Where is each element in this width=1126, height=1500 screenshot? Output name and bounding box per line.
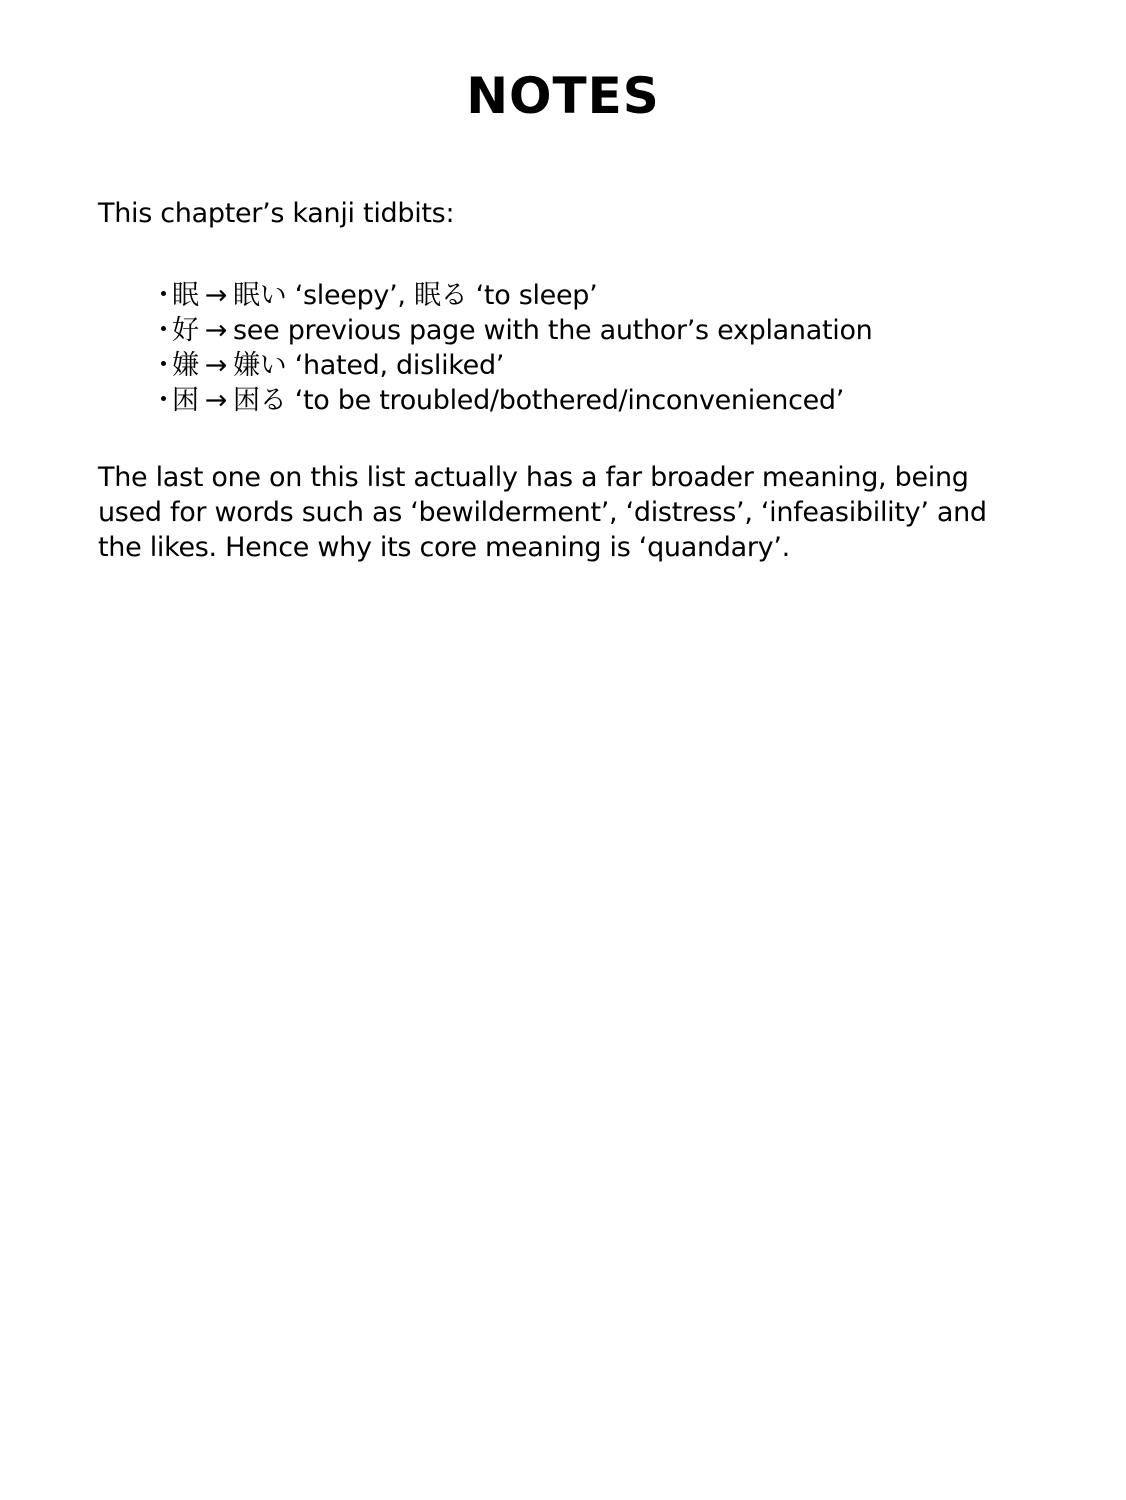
kanji-explanation: see previous page with the author’s explanation <box>233 315 873 346</box>
kanji: 困 <box>172 385 199 416</box>
list-item <box>150 383 872 418</box>
intro-text: This chapter’s kanji tidbits: <box>98 198 455 229</box>
bullet: ・ <box>150 385 177 416</box>
bullet: ・ <box>150 350 177 381</box>
list-item <box>150 278 872 313</box>
kanji-explanation: 嫌い ‘hated, disliked’ <box>233 350 505 381</box>
arrow-icon: → <box>204 350 228 381</box>
kanji-explanation: 困る ‘to be troubled/bothered/inconvenienced’ <box>233 385 845 416</box>
kanji-explanation: 眠い ‘sleepy’, 眠る ‘to sleep’ <box>233 280 598 311</box>
kanji-list <box>150 278 872 418</box>
list-item <box>150 348 872 383</box>
arrow-icon: → <box>204 280 228 311</box>
arrow-icon: → <box>204 315 228 346</box>
kanji: 嫌 <box>172 350 199 381</box>
kanji: 好 <box>172 315 199 346</box>
explanation-paragraph: The last one on this list actually has a far broader meaning, being used for words such as ‘bewilderment’, ‘distress’, ‘infeasibility’ and the likes. Hence why its core meaning is ‘quandary’. <box>98 462 987 563</box>
bullet: ・ <box>150 315 177 346</box>
page-title: NOTES <box>466 67 660 125</box>
kanji: 眠 <box>172 280 199 311</box>
arrow-icon: → <box>204 385 228 416</box>
list-item <box>150 313 872 348</box>
bullet: ・ <box>150 280 177 311</box>
